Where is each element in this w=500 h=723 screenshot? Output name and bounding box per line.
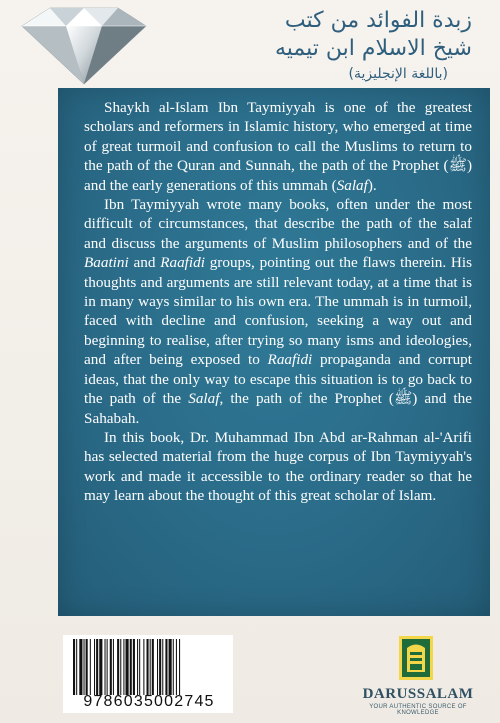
blurb-text [84,98,472,506]
barcode-bar [152,639,154,695]
barcode-bar [143,639,144,695]
publisher-name: DARUSSALAM [362,686,474,702]
barcode-bar [173,639,174,695]
arabic-subtitle: (باللغة الإنجليزية) [348,66,448,82]
barcode-bar [120,639,121,695]
barcode-bar [123,639,124,695]
barcode-bar [76,639,77,695]
barcode-bar [147,639,149,695]
diamond-icon [14,2,154,88]
barcode-bar [90,639,91,695]
honorific-symbol: ﷺ [448,157,467,175]
blurb-panel [58,88,490,616]
barcode-bar [73,639,75,695]
barcode-bar [117,639,119,695]
barcode-bar [179,639,180,695]
barcode-bar [165,639,167,695]
barcode-bar [150,639,151,695]
barcode-bar [105,639,106,695]
barcode-bar [113,639,114,695]
barcode-bar [79,639,82,695]
barcode-bar [86,639,88,695]
arabic-title-line-1: زبدة الفوائد من كتب [284,8,472,33]
barcode-bar [94,639,95,695]
barcode-bar [107,639,108,695]
barcode-bar [169,639,172,695]
barcode-bar [84,639,85,695]
barcode-bar [96,639,98,695]
barcode-bars [73,639,225,695]
barcode-bar [110,639,112,695]
paragraph-2: Ibn Taymiyyah wrote many books, often under the most difficult of circumstances, that describe the path of the salaf and discuss the arguments of Muslim philosophers and of the Baatini and Raafidi groups, pointing out the flaws therein. His thoughts and arguments are still relevant today, at a time that is in many ways similar to his own era. The ummah is in turmoil, faced with decline and confusion, seeking a way out and beginning to realise, after trying so many isms and ideologies, and after being exposed to Raafidi propaganda and corrupt ideas, that the only way to escape this situation is to go back to the path of the Salaf, the path of the Prophet (ﷺ) and the Sahabah. [84,196,473,427]
paragraph-3: In this book, Dr. Muhammad Ibn Abd ar-Rahman al-'Arifi has selected material from the huge corpus of Ibn Taymiyyah's work and made it accessible to the ordinary reader so that he may learn about the thought of this great scholar of Islam. [84,428,472,505]
barcode-bar [130,639,132,695]
barcode-bar [139,639,140,695]
barcode-bar [126,639,129,695]
barcode-bar [176,639,177,695]
barcode-bar [137,639,138,695]
barcode-bar [99,639,102,695]
honorific-symbol: ﷺ [393,390,413,408]
barcode-bar [159,639,161,695]
barcode-bar [162,639,163,695]
barcode-bar [133,639,135,695]
isbn-number: 9786035002745 [83,693,215,710]
barcode-bar [157,639,158,695]
darussalam-logo-icon [399,636,433,680]
isbn-barcode [63,635,233,713]
publisher-tagline: YOUR AUTHENTIC SOURCE OF KNOWLEDGE [369,704,467,716]
arabic-title-line-2: شيخ الاسلام ابن تيميه [275,36,472,61]
paragraph-1: Shaykh al-Islam Ibn Taymiyyah is one of the greatest scholars and reformers in Islamic history, who emerged at time of great turmoil and confusion to call the Muslims to return to the path of the Quran and Sunnah, the path of the Prophet (ﷺ) and the early generations of this ummah (Salaf). [84,99,472,194]
